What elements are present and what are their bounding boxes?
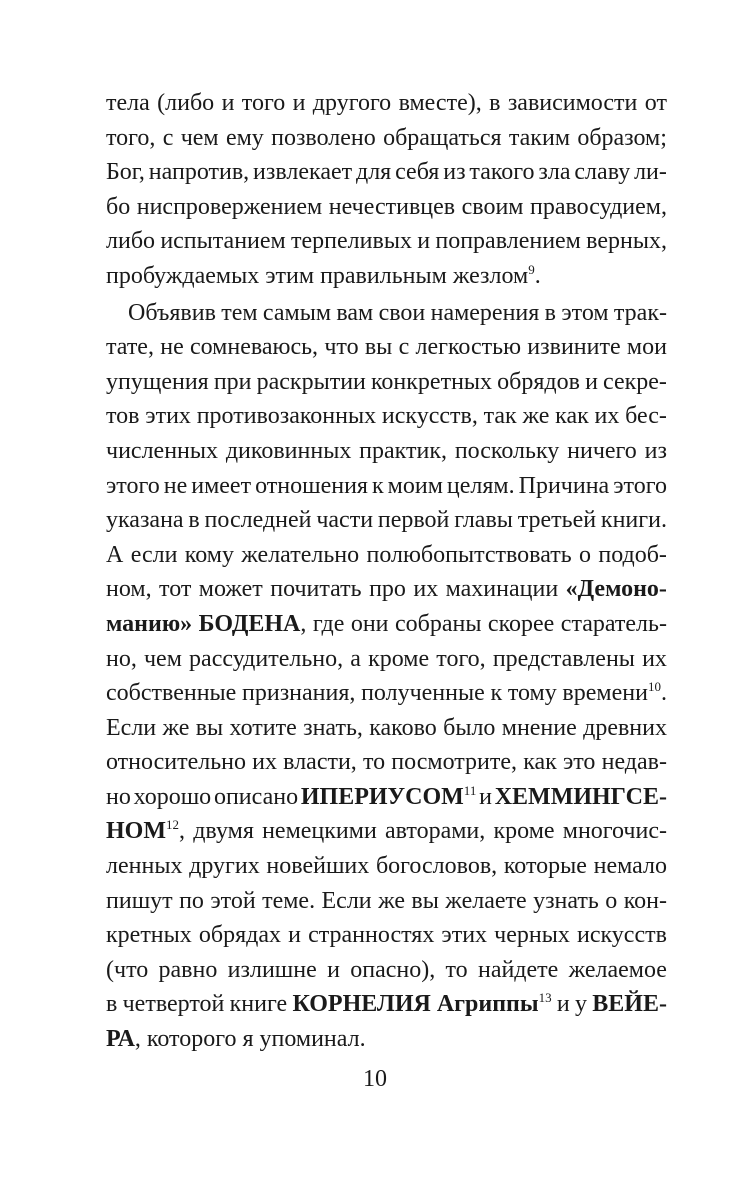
page-number: 10 bbox=[363, 1066, 387, 1092]
text-line: пишут по этой теме. Если же вы желаете узнать о кон- bbox=[106, 887, 667, 914]
text-line: но хорошо описано ИПЕРИУСОМ$^{11}$ и ХЕММИНГСЕ- bbox=[106, 782, 667, 810]
text-line: ленных других новейших богословов, которые немало bbox=[106, 853, 667, 880]
text-line: манию» БОДЕНА, где они собраны скорее старатель- bbox=[106, 610, 667, 637]
text-line: тате, не сомневаюсь, что вы с легкостью извините мои bbox=[106, 334, 667, 361]
text-line: пробуждаемых этим правильным жезлом$^9$. bbox=[106, 261, 541, 289]
text-line: Объявив тем самым вам свои намерения в этом трак- bbox=[128, 299, 667, 326]
text-line: тов этих противозаконных искусств, так же как их бес- bbox=[106, 403, 667, 430]
text-line: А если кому желательно полюбопытствовать о подоб- bbox=[106, 541, 667, 568]
text-line: Бог, напротив, извлекает для себя из такого зла славу ли- bbox=[106, 159, 667, 186]
text-line: Если же вы хотите знать, каково было мнение древних bbox=[106, 714, 667, 741]
paragraph-1 bbox=[106, 86, 667, 294]
text-line: указана в последней части первой главы третьей книги. bbox=[106, 507, 667, 534]
text-line: тела (либо и того и другого вместе), в зависимости от bbox=[106, 90, 667, 116]
text-line: собственные признания, полученные к тому времени$^{10}$. bbox=[106, 679, 667, 707]
text-line: численных диковинных практик, поскольку ничего из bbox=[106, 437, 667, 464]
text-line: но, чем рассудительно, а кроме того, представлены их bbox=[106, 645, 667, 672]
text-line: относительно их власти, то посмотрите, как это недав- bbox=[106, 749, 667, 776]
text-line: либо испытанием терпеливых и поправлением верных, bbox=[106, 228, 667, 255]
text-line: ном, тот может почитать про их махинации «Демоно- bbox=[106, 576, 667, 603]
text-line: НОМ$^{12}$, двумя немецкими авторами, кроме многочис- bbox=[106, 817, 667, 845]
body-text bbox=[106, 86, 667, 1057]
text-line: того, с чем ему позволено обращаться таким образом; bbox=[106, 124, 667, 151]
text-line: упущения при раскрытии конкретных обрядов и секре- bbox=[106, 368, 667, 395]
text-line: РА, которого я упоминал. bbox=[106, 1026, 366, 1053]
paragraph-2 bbox=[106, 296, 667, 1057]
text-line: в четвертой книге КОРНЕЛИЯ Агриппы$^{13}$ и у ВЕЙЕ- bbox=[106, 990, 667, 1018]
text-line: этого не имеет отношения к моим целям. Причина этого bbox=[106, 472, 667, 499]
text-line: бо ниспровержением нечестивцев своим правосудием, bbox=[106, 193, 667, 220]
text-line: (что равно излишне и опасно), то найдете желаемое bbox=[106, 956, 667, 983]
text-line: кретных обрядах и странностях этих черных искусств bbox=[106, 922, 667, 949]
